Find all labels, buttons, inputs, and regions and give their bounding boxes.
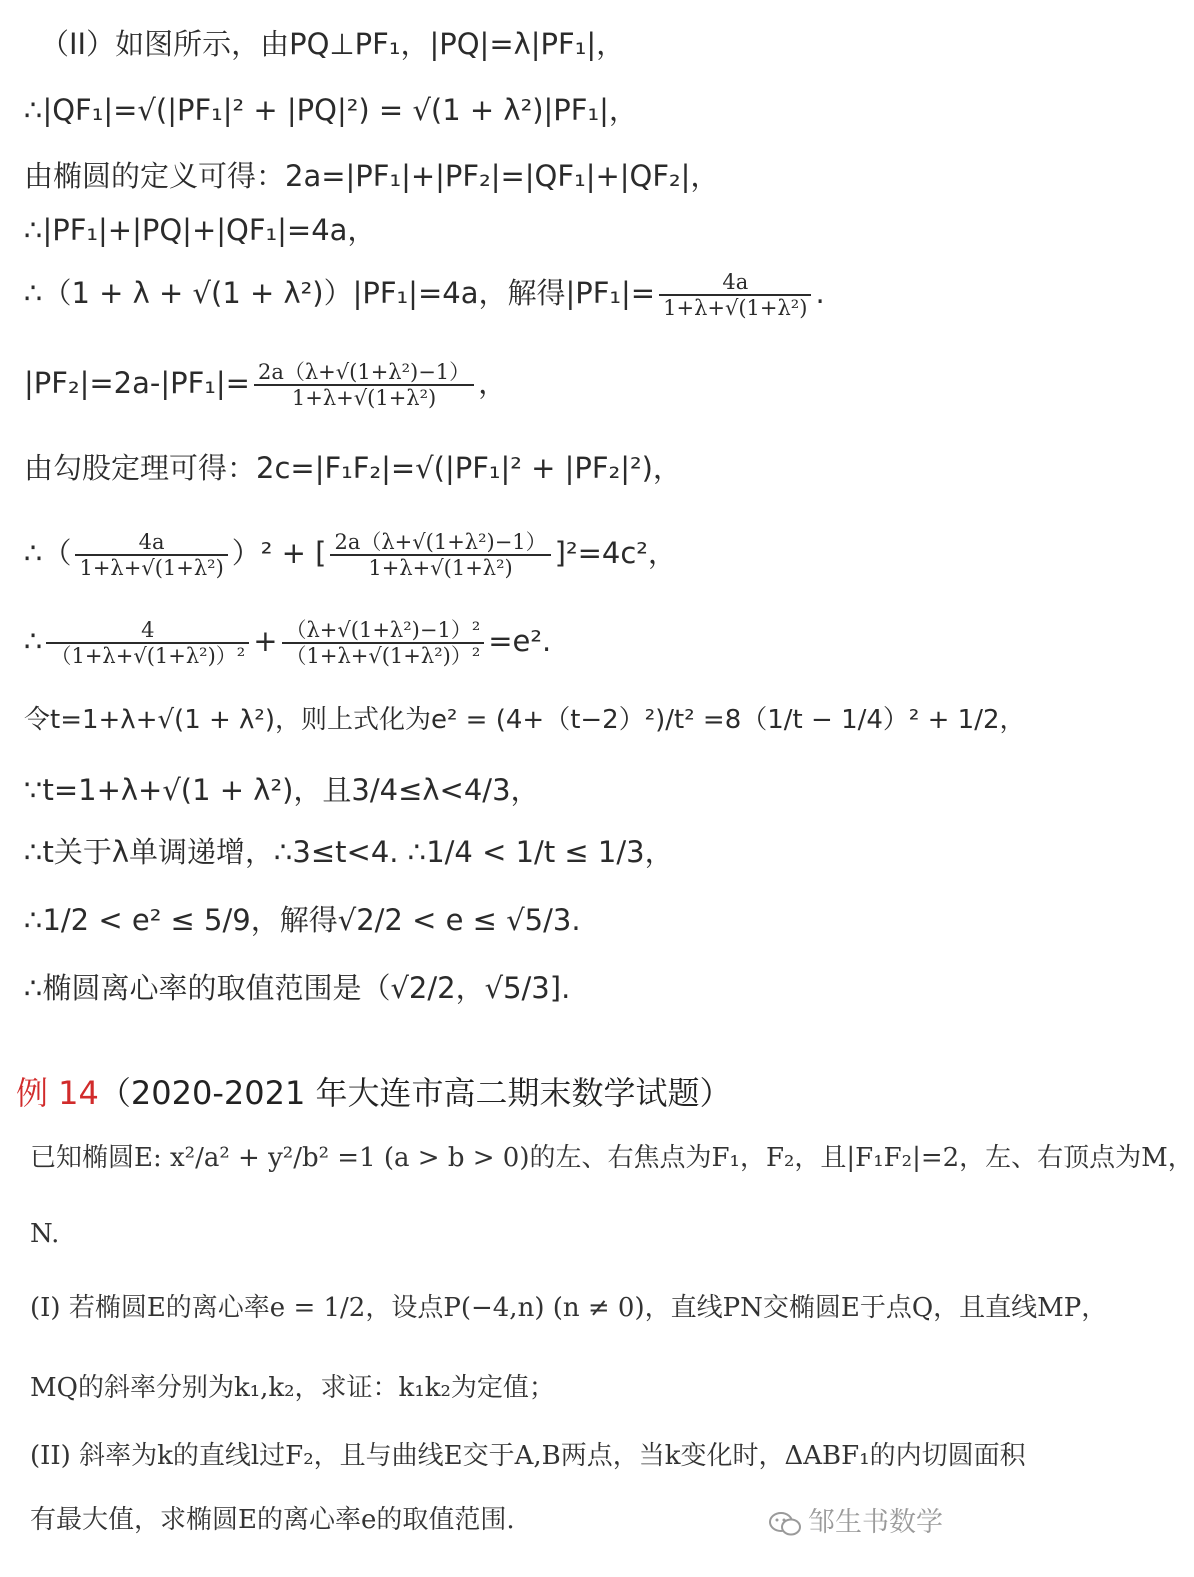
- solution-line-13: ∴1/2 < e² ≤ 5/9，解得√2/2 < e ≤ √5/3.: [24, 903, 581, 937]
- example-heading: [16, 1072, 732, 1114]
- fraction-numerator: 2a（λ+√(1+λ²)−1）: [330, 530, 550, 556]
- fraction-term-1: [46, 618, 249, 668]
- solution-line-14: ∴椭圆离心率的取值范围是（√2/2，√5/3].: [24, 971, 571, 1005]
- solution-line-9-open: ∴: [24, 624, 43, 658]
- problem-line-3: (I) 若椭圆E的离心率e = 1/2，设点P(−4,n) (n ≠ 0)，直线PN交椭圆E于点Q，且直线MP，: [30, 1293, 1108, 1323]
- fraction-pf2: [254, 360, 474, 410]
- example-source: （2020-2021 年大连市高二期末数学试题）: [98, 1074, 732, 1112]
- solution-line-9-plus: +: [253, 624, 278, 658]
- fraction-denominator: （1+λ+√(1+λ²)）²: [285, 644, 481, 668]
- fraction-denominator: 1+λ+√(1+λ²): [663, 296, 808, 320]
- solution-line-4: ∴|PF₁|+|PQ|+|QF₁|=4a，: [24, 213, 377, 247]
- problem-line-4: MQ的斜率分别为k₁,k₂，求证：k₁k₂为定值；: [30, 1373, 555, 1403]
- fraction-term-2: [282, 618, 485, 668]
- fraction-numerator: 4: [46, 618, 249, 644]
- fraction-numerator: 4a: [75, 530, 227, 556]
- solution-line-10: 令t=1+λ+√(1 + λ²)，则上式化为e² = (4+（t−2）²)/t² =8（1/t − 1/4）² + 1/2，: [24, 705, 1026, 735]
- solution-line-9: [24, 618, 551, 668]
- fraction-denominator: 1+λ+√(1+λ²): [79, 556, 224, 580]
- solution-line-5-text: ∴（1 + λ + √(1 + λ²)）|PF₁|=4a，解得|PF₁|=: [24, 276, 656, 310]
- fraction-denominator: 1+λ+√(1+λ²): [368, 556, 513, 580]
- solution-line-6: |PF₂|=2a-|PF₁|= $\frac{\text{2a（λ+√(1+λ²)−1）}}{\text{1+λ+√(1+λ²)}}$ ，: [24, 360, 508, 410]
- fraction-numerator: 4a: [659, 270, 811, 296]
- solution-line-8-mid: ）² + [: [231, 536, 327, 570]
- fraction-denominator: 1+λ+√(1+λ²): [291, 386, 437, 410]
- fraction-numerator: 2a（λ+√(1+λ²)−1）: [254, 360, 474, 386]
- fraction-term-1: [75, 530, 227, 580]
- fraction-term-2: [330, 530, 550, 580]
- fraction-pf1: [659, 270, 811, 320]
- solution-line-8-open: ∴（: [24, 536, 72, 570]
- problem-line-2: N.: [30, 1219, 60, 1249]
- problem-line-1: 已知椭圆E: x²/a² + y²/b² =1 (a > b > 0)的左、右焦点为F₁，F₂，且|F₁F₂|=2，左、右顶点为M，: [30, 1143, 1194, 1173]
- solution-line-8-close: ]²=4c²，: [554, 536, 677, 570]
- solution-line-11: ∵t=1+λ+√(1 + λ²)，且3/4≤λ<4/3，: [24, 773, 540, 807]
- fraction-denominator: （1+λ+√(1+λ²)）²: [50, 644, 246, 668]
- solution-line-5: ∴（1 + λ + √(1 + λ²)）|PF₁|=4a，解得|PF₁|= $\frac{4a}{\text{1+λ+√(1+λ²)}}$ .: [24, 270, 825, 320]
- watermark-text: 邹生书数学: [808, 1507, 943, 1538]
- problem-line-6: 有最大值，求椭圆E的离心率e的取值范围.: [30, 1505, 515, 1535]
- solution-line-3: 由椭圆的定义可得：2a=|PF₁|+|PF₂|=|QF₁|+|QF₂|，: [24, 159, 720, 193]
- fraction-numerator: （λ+√(1+λ²)−1）²: [282, 618, 485, 644]
- solution-line-12: ∴t关于λ单调递增，∴3≤t<4. ∴1/4 < 1/t ≤ 1/3，: [24, 835, 674, 869]
- solution-line-9-close: =e².: [488, 624, 552, 658]
- problem-line-5: (II) 斜率为k的直线l过F₂，且与曲线E交于A,B两点，当k变化时，ΔABF₁的内切圆面积: [30, 1441, 1026, 1471]
- solution-line-6-text: |PF₂|=2a-|PF₁|=: [24, 366, 250, 400]
- watermark: [768, 1500, 943, 1539]
- wechat-icon: [768, 1511, 802, 1537]
- solution-line-2: ∴|QF₁|=√(|PF₁|² + |PQ|²) = √(1 + λ²)|PF₁|，: [24, 93, 638, 127]
- solution-line-1: （II）如图所示，由PQ⊥PF₁，|PQ|=λ|PF₁|，: [40, 27, 626, 61]
- example-label: 例 14: [16, 1074, 99, 1112]
- solution-line-7: 由勾股定理可得：2c=|F₁F₂|=√(|PF₁|² + |PF₂|²)，: [24, 451, 682, 485]
- solution-line-8: [24, 530, 677, 580]
